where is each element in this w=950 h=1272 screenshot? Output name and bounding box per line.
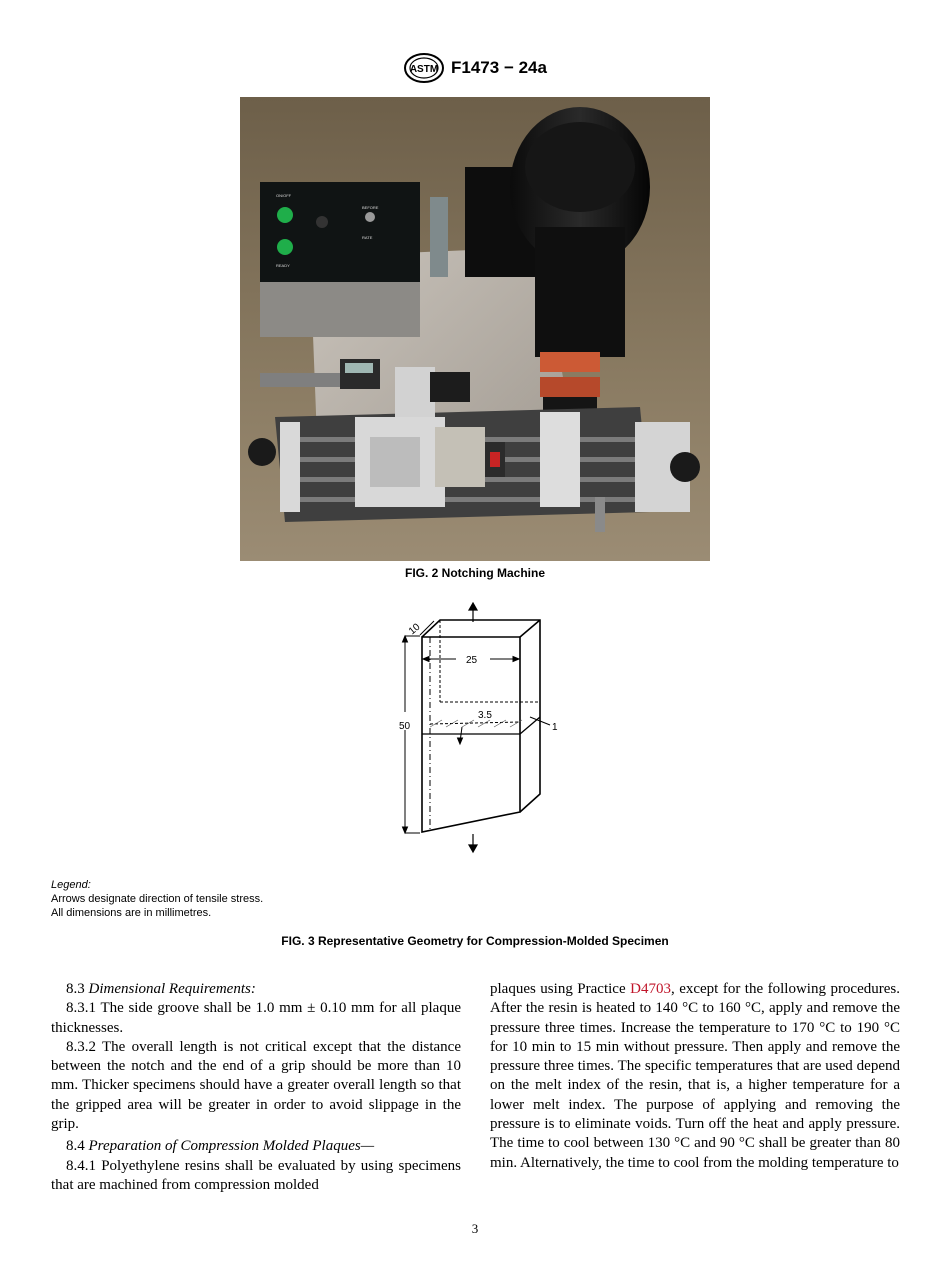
legend-line: All dimensions are in millimetres. xyxy=(51,907,212,919)
astm-logo-icon xyxy=(403,52,445,84)
legend-title: Legend: xyxy=(51,879,91,891)
left-column xyxy=(51,980,461,1195)
page-header xyxy=(0,52,950,84)
figure-3-caption: FIG. 3 Representative Geometry for Compression-Molded Specimen xyxy=(281,934,669,948)
section-8-3-heading: 8.3 Dimensional Requirements: xyxy=(66,981,256,997)
document-designation: F1473 − 24a xyxy=(451,58,547,77)
section-8-4-1: 8.4.1 Polyethylene resins shall be evaluated by using specimens that are machined from compression molded xyxy=(51,1157,461,1193)
svg-text:3.5: 3.5 xyxy=(478,710,492,721)
figure-3-legend xyxy=(51,878,263,920)
svg-text:1: 1 xyxy=(552,722,558,733)
specimen-geometry-diagram xyxy=(390,602,570,857)
svg-text:50: 50 xyxy=(399,721,411,732)
figure-2-caption: FIG. 2 Notching Machine xyxy=(404,566,545,580)
page-number: 3 xyxy=(471,1221,479,1236)
svg-text:BEFORE: BEFORE xyxy=(362,205,379,210)
right-column xyxy=(490,980,900,1173)
svg-text:ON/OFF: ON/OFF xyxy=(276,193,292,198)
svg-text:READY: READY xyxy=(276,263,290,268)
legend-line: Arrows designate direction of tensile stress. xyxy=(51,893,264,905)
svg-text:ASTM: ASTM xyxy=(409,64,439,75)
svg-text:25: 25 xyxy=(466,655,478,666)
section-8-3-1: 8.3.1 The side groove shall be 1.0 mm ± 0.10 mm for all plaque thicknesses. xyxy=(51,1000,461,1036)
svg-text:RATE: RATE xyxy=(362,235,373,240)
notching-machine-photo xyxy=(240,97,710,561)
svg-text:10: 10 xyxy=(406,621,423,638)
section-8-4-1-continued: plaques using Practice D4703, except for the following procedures. After the resin is heated to 140 °C to 160 °C, apply and remove the pressure three times. Increase the temperature to 170 °C to 190 °C for 10 min to 15 min without pressure. Then apply and remove the pressure three times. The specific temperatures that are used depend on the melt index of the resin, that is, a higher temperature for a lower melt index. The purpose of applying and removing the pressure is to eliminate voids. Turn off the heat and apply pressure. The time to cool between 130 °C and 90 °C shall be greater than 80 min. Alternatively, the time to cool from the molding temperature to xyxy=(490,981,900,1171)
section-8-4-heading: 8.4 Preparation of Compression Molded Plaques— xyxy=(66,1138,375,1155)
practice-d4703-link[interactable]: D4703 xyxy=(630,981,671,997)
section-8-3-2: 8.3.2 The overall length is not critical except that the distance between the notch and the end of a grip should be more than 10 mm. Thicker specimens should have a greater overall length so that the gripped area will be greater in order to avoid slippage in the grip. xyxy=(51,1038,461,1133)
